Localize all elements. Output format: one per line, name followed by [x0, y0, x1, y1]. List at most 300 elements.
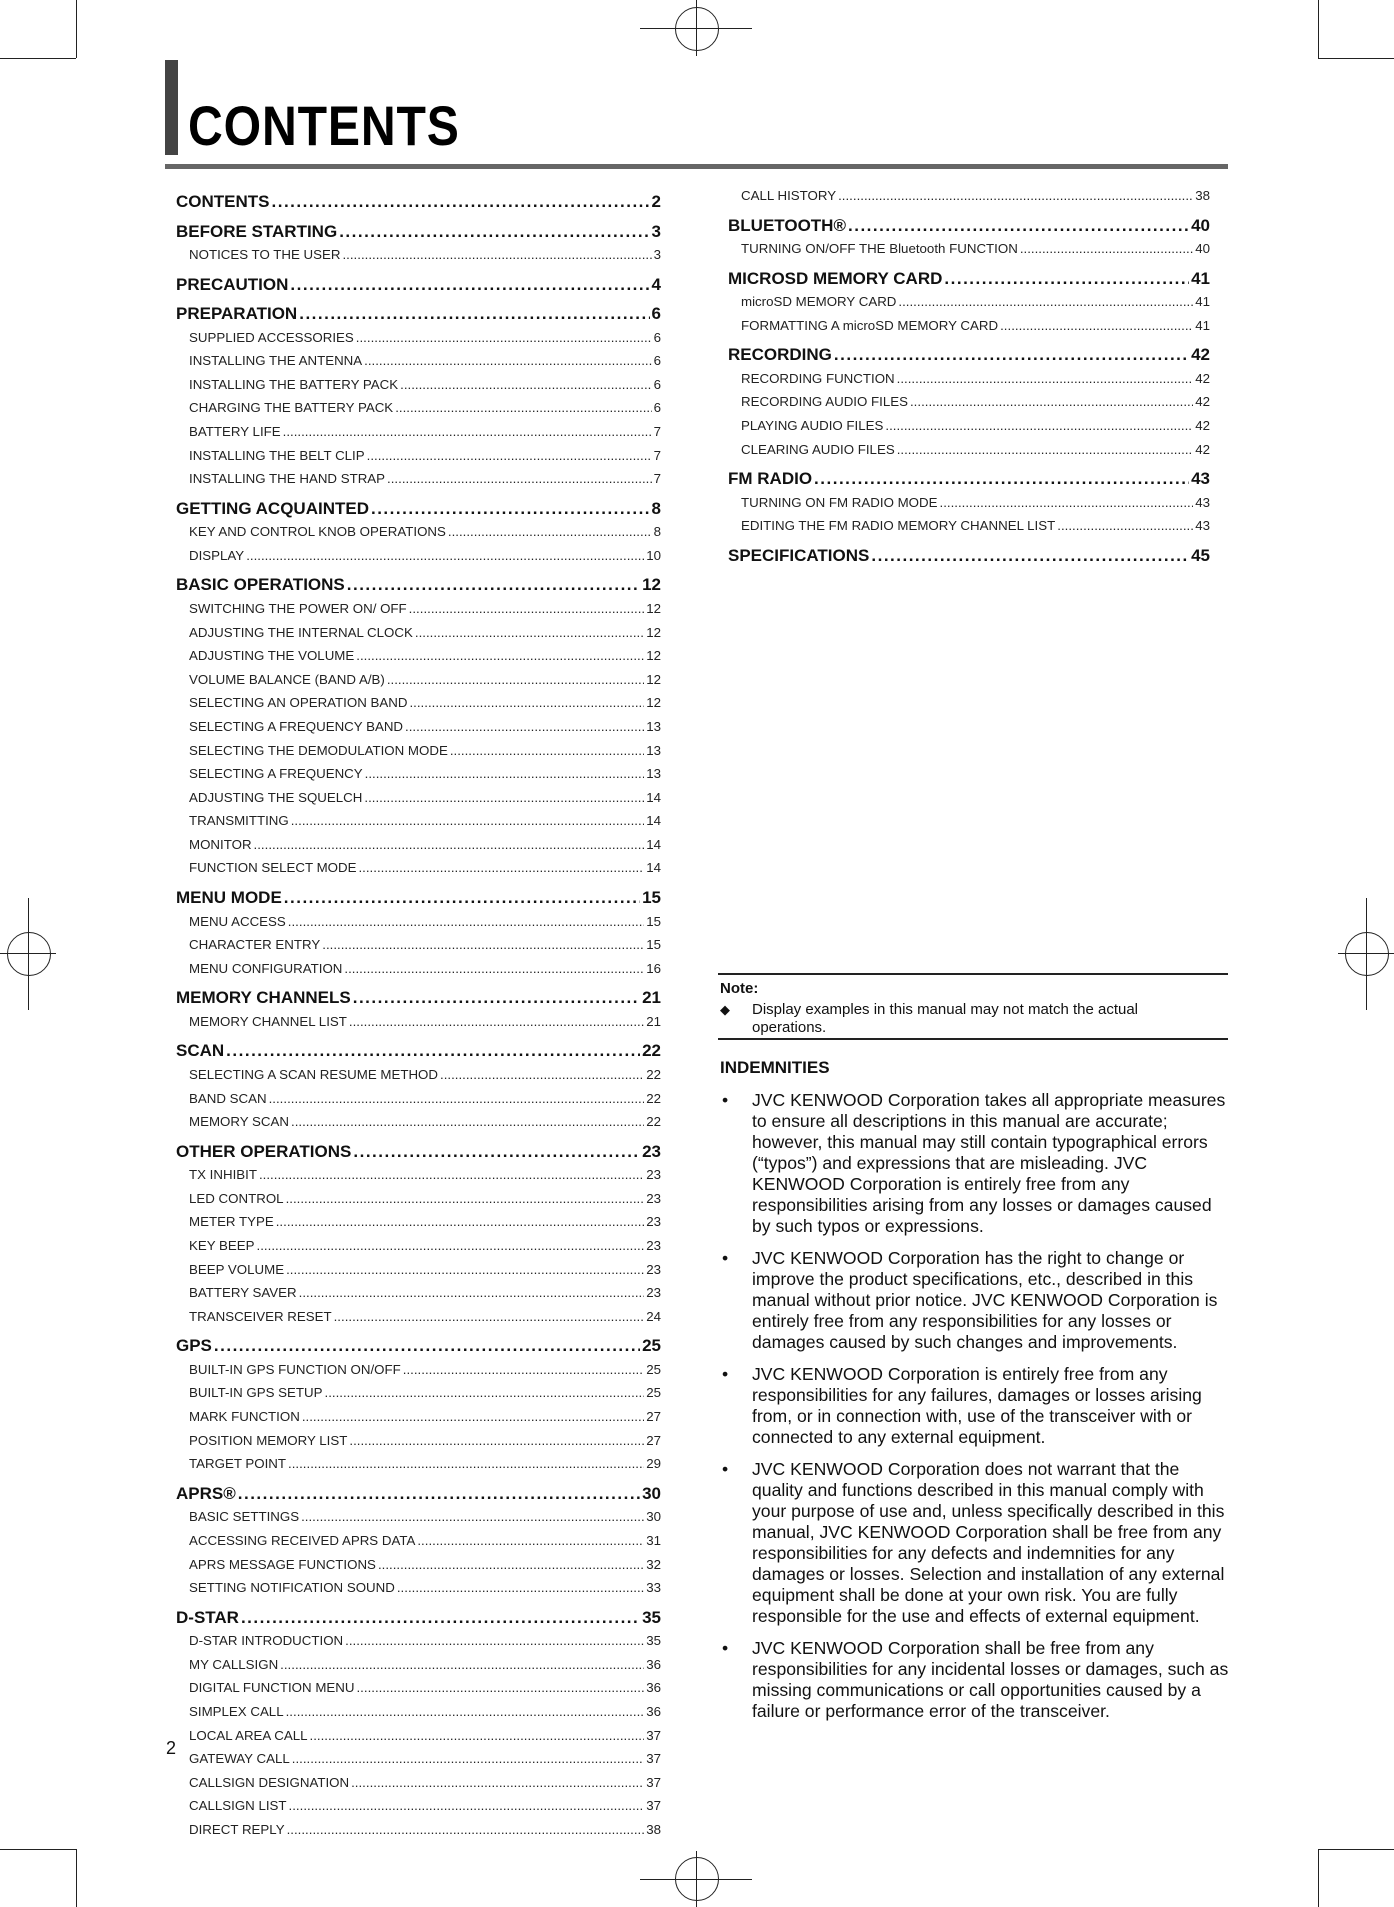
toc-subsection-entry[interactable] [728, 442, 1210, 466]
toc-entry-label: BAND SCAN [189, 1090, 267, 1106]
toc-entry-page: 35 [642, 1607, 661, 1627]
crop-mark [0, 58, 76, 59]
toc-leader-dots [283, 424, 652, 439]
toc-subsection-entry[interactable] [728, 394, 1210, 418]
toc-leader-dots [351, 1775, 644, 1790]
toc-leader-dots [440, 1067, 644, 1082]
toc-section-entry[interactable] [176, 1037, 661, 1067]
toc-entry-page: 27 [646, 1432, 661, 1448]
note-label: Note: [720, 980, 759, 997]
toc-entry-page: 41 [1191, 268, 1210, 288]
list-item [720, 1638, 1230, 1722]
toc-section-entry[interactable] [728, 212, 1210, 242]
toc-leader-dots [339, 222, 649, 242]
toc-subsection-entry[interactable] [176, 1167, 661, 1191]
toc-leader-dots [409, 601, 645, 616]
toc-entry-label: SIMPLEX CALL [189, 1704, 284, 1719]
toc-subsection-entry[interactable] [176, 1262, 661, 1286]
toc-subsection-entry[interactable] [176, 1456, 661, 1480]
toc-entry-label: SETTING NOTIFICATION SOUND [189, 1580, 395, 1596]
toc-subsection-entry[interactable] [176, 860, 661, 884]
list-item-text: JVC KENWOOD Corporation does not warrant that the quality and functions described in this manual comply with your purpose of use and, unless specifically described in this manual, JVC KENWOOD Corporation shall be free from any responsibilities for any defects and indemnities for any damages or losses. Selection and installation of any external equipment shall be done at your own risk. You are fully responsible for the use and effects of external equipment. [752, 1459, 1225, 1626]
toc-section-entry[interactable] [176, 495, 661, 525]
toc-subsection-entry[interactable] [176, 625, 661, 649]
toc-subsection-entry[interactable] [176, 1309, 661, 1333]
toc-subsection-entry[interactable] [176, 1704, 661, 1728]
toc-entry-label: SELECTING A FREQUENCY BAND [189, 718, 404, 734]
toc-entry-page: 15 [646, 937, 661, 953]
toc-leader-dots [897, 442, 1194, 457]
toc-entry-page: 8 [651, 498, 661, 518]
toc-entry-label: CALLSIGN DESIGNATION [189, 1774, 350, 1790]
toc-entry-label: BUILT-IN GPS SETUP [189, 1385, 323, 1401]
registration-circle-top [675, 7, 719, 51]
toc-entry-page: 43 [1195, 494, 1210, 510]
toc-entry-label: MONITOR [189, 836, 252, 852]
page-number: 2 [166, 1738, 177, 1758]
toc-subsection-entry[interactable] [176, 1633, 661, 1657]
toc-leader-dots [898, 294, 1193, 309]
toc-subsection-entry[interactable] [176, 743, 661, 767]
toc-entry-page: 14 [646, 789, 661, 805]
toc-entry-page: 23 [646, 1238, 661, 1253]
toc-leader-dots [353, 988, 640, 1008]
list-item-text: JVC KENWOOD Corporation has the right to change or improve the product specifications, etc., described in this manual without prior notice. JVC KENWOOD Corporation is entirely free from any responsibilities for any losses or damages caused by such changes and improvements. [752, 1248, 1218, 1352]
note-text: Display examples in this manual may not match the actual operations. [752, 1001, 1139, 1036]
toc-subsection-entry[interactable] [176, 471, 661, 495]
toc-entry-label: SUPPLIED ACCESSORIES [189, 329, 354, 345]
toc-entry-page: 21 [642, 988, 661, 1008]
toc-leader-dots [940, 495, 1194, 510]
toc-leader-dots [415, 625, 644, 640]
toc-leader-dots [365, 766, 645, 781]
toc-entry-label: BATTERY SAVER [189, 1285, 297, 1301]
toc-entry-page: 2 [651, 192, 661, 211]
toc-subsection-entry[interactable] [176, 1114, 661, 1138]
diamond-icon: ◆ [720, 1002, 730, 1017]
toc-subsection-entry[interactable] [176, 1751, 661, 1775]
list-item-text: JVC KENWOOD Corporation takes all appropriate measures to ensure all descriptions in this manual are accurate; however, this manual may still contain typographical errors (“typos”) and expressions that are misleading. JVC KENWOOD Corporation is entirely free from any responsibilities arising from any losses or damages caused by such typos or expressions. [752, 1090, 1226, 1236]
toc-subsection-entry[interactable] [176, 400, 661, 424]
toc-entry-label: NOTICES TO THE USER [189, 247, 341, 262]
toc-entry-page: 23 [646, 1261, 661, 1277]
toc-leader-dots [450, 743, 644, 758]
toc-leader-dots [387, 672, 644, 687]
toc-subsection-entry[interactable] [176, 1657, 661, 1681]
toc-subsection-entry[interactable] [176, 1557, 661, 1581]
toc-entry-page: 38 [1195, 188, 1210, 203]
toc-left-column [176, 188, 661, 1846]
toc-leader-dots [353, 1142, 640, 1162]
toc-entry-label: GPS [176, 1336, 212, 1356]
toc-entry-label: VOLUME BALANCE (BAND A/B) [189, 671, 385, 687]
toc-entry-label: KEY BEEP [189, 1238, 255, 1253]
toc-entry-label: DISPLAY [189, 547, 245, 563]
toc-entry-label: INSTALLING THE BATTERY PACK [189, 376, 399, 392]
crop-mark [1318, 58, 1394, 59]
toc-subsection-entry[interactable] [176, 719, 661, 743]
toc-leader-dots [288, 1456, 644, 1471]
toc-entry-page: 41 [1195, 294, 1210, 310]
toc-entry-label: SCAN [176, 1041, 225, 1061]
toc-entry-page: 27 [646, 1409, 661, 1425]
toc-entry-page: 37 [646, 1751, 661, 1767]
toc-entry-label: TRANSCEIVER RESET [189, 1308, 332, 1324]
toc-section-entry[interactable] [176, 1480, 661, 1510]
toc-subsection-entry[interactable] [176, 424, 661, 448]
toc-entry-page: 14 [646, 813, 661, 829]
toc-leader-dots [885, 418, 1193, 433]
toc-entry-label: METER TYPE [189, 1214, 274, 1230]
toc-leader-dots [214, 1336, 640, 1356]
toc-section-entry[interactable] [176, 1604, 661, 1634]
toc-entry-label: RECORDING FUNCTION [741, 370, 895, 386]
bullet-icon: • [722, 1090, 729, 1110]
toc-subsection-entry[interactable] [176, 548, 661, 572]
toc-entry-page: 43 [1191, 469, 1210, 489]
toc-leader-dots [259, 1167, 644, 1182]
toc-entry-label: SWITCHING THE POWER ON/ OFF [189, 600, 407, 616]
toc-right-column [728, 188, 1210, 571]
toc-leader-dots [299, 1285, 645, 1300]
bullet-icon: • [722, 1638, 729, 1658]
toc-subsection-entry[interactable] [176, 672, 661, 696]
toc-entry-page: 25 [646, 1361, 661, 1377]
toc-leader-dots [280, 1657, 644, 1672]
list-item [720, 1459, 1230, 1627]
list-item-text: JVC KENWOOD Corporation is entirely free from any responsibilities for any failures, damages or losses arising from, or in connection with, use of the transceiver with or connected to any external equipment. [752, 1364, 1202, 1447]
bullet-icon: • [722, 1364, 729, 1384]
toc-entry-page: 42 [1195, 370, 1210, 386]
toc-subsection-entry[interactable] [176, 766, 661, 790]
toc-entry-label: FUNCTION SELECT MODE [189, 860, 357, 876]
toc-subsection-entry[interactable] [176, 1067, 661, 1091]
toc-leader-dots [814, 469, 1189, 489]
toc-leader-dots [448, 524, 652, 539]
toc-entry-label: ACCESSING RECEIVED APRS DATA [189, 1532, 416, 1548]
toc-section-entry[interactable] [176, 188, 661, 218]
toc-entry-page: 6 [653, 400, 661, 416]
toc-leader-dots [910, 394, 1193, 409]
toc-entry-label: PLAYING AUDIO FILES [741, 418, 884, 434]
toc-subsection-entry[interactable] [176, 353, 661, 377]
list-item [720, 1248, 1230, 1353]
toc-section-entry[interactable] [176, 571, 661, 601]
toc-entry-page: 7 [653, 447, 661, 463]
toc-leader-dots [838, 188, 1193, 203]
toc-entry-page: 13 [646, 718, 661, 734]
toc-entry-page: 6 [653, 376, 661, 392]
toc-subsection-entry[interactable] [176, 377, 661, 401]
toc-entry-page: 23 [642, 1141, 661, 1161]
toc-subsection-entry[interactable] [176, 1798, 661, 1822]
toc-leader-dots [246, 548, 644, 563]
toc-subsection-entry[interactable] [176, 937, 661, 961]
toc-leader-dots [291, 1114, 644, 1129]
toc-subsection-entry[interactable] [176, 448, 661, 472]
toc-entry-label: BLUETOOTH® [728, 215, 846, 235]
toc-entry-label: SELECTING THE DEMODULATION MODE [189, 742, 448, 758]
toc-section-entry[interactable] [728, 341, 1210, 371]
toc-leader-dots [387, 471, 652, 486]
toc-leader-dots [356, 1680, 644, 1695]
toc-subsection-entry[interactable] [176, 1285, 661, 1309]
toc-leader-dots [345, 1633, 644, 1648]
toc-entry-label: DIGITAL FUNCTION MENU [189, 1680, 355, 1696]
toc-subsection-entry[interactable] [176, 330, 661, 354]
registration-circle-right [1345, 932, 1389, 976]
toc-subsection-entry[interactable] [176, 524, 661, 548]
toc-leader-dots [310, 1728, 645, 1743]
toc-entry-page: 32 [646, 1556, 661, 1572]
toc-entry-page: 42 [1191, 345, 1210, 365]
toc-entry-label: GETTING ACQUAINTED [176, 498, 369, 518]
note-top-rule [718, 973, 1228, 975]
toc-entry-label: MENU CONFIGURATION [189, 960, 343, 976]
toc-entry-page: 15 [646, 913, 661, 929]
toc-entry-page: 33 [646, 1580, 661, 1596]
toc-entry-page: 42 [1195, 394, 1210, 410]
crop-mark [76, 1849, 77, 1907]
toc-leader-dots [347, 575, 640, 595]
toc-subsection-entry[interactable] [176, 790, 661, 814]
registration-circle-left [7, 932, 51, 976]
toc-entry-label: BEEP VOLUME [189, 1261, 285, 1277]
toc-entry-page: 13 [646, 766, 661, 782]
toc-subsection-entry[interactable] [728, 241, 1210, 265]
toc-entry-label: MY CALLSIGN [189, 1656, 279, 1672]
toc-entry-page: 6 [653, 353, 661, 369]
toc-leader-dots [871, 546, 1189, 566]
indemnities-heading: INDEMNITIES [720, 1058, 830, 1077]
toc-entry-page: 23 [646, 1190, 661, 1206]
toc-entry-page: 42 [1195, 441, 1210, 457]
toc-entry-label: TURNING ON/OFF THE Bluetooth FUNCTION [741, 241, 1018, 257]
toc-leader-dots [356, 648, 644, 663]
toc-subsection-entry[interactable] [176, 1191, 661, 1215]
toc-subsection-entry[interactable] [176, 1822, 661, 1846]
toc-leader-dots [299, 304, 649, 324]
indemnities-list [720, 1090, 1230, 1733]
toc-entry-page: 12 [646, 648, 661, 664]
toc-section-entry[interactable] [728, 265, 1210, 295]
toc-leader-dots [291, 813, 644, 828]
toc-entry-label: ADJUSTING THE VOLUME [189, 648, 355, 664]
toc-leader-dots [848, 216, 1189, 236]
toc-entry-label: PRECAUTION [176, 274, 289, 294]
toc-entry-label: MARK FUNCTION [189, 1409, 300, 1425]
toc-subsection-entry[interactable] [176, 1091, 661, 1115]
toc-section-entry[interactable] [176, 1138, 661, 1168]
toc-entry-page: 12 [646, 695, 661, 711]
toc-entry-label: BUILT-IN GPS FUNCTION ON/OFF [189, 1361, 401, 1377]
toc-subsection-entry[interactable] [728, 418, 1210, 442]
toc-entry-page: 6 [653, 329, 661, 345]
toc-entry-label: TURNING ON FM RADIO MODE [741, 494, 938, 510]
toc-entry-label: SELECTING A FREQUENCY [189, 766, 363, 782]
toc-leader-dots [1020, 241, 1193, 256]
toc-leader-dots [254, 837, 645, 852]
toc-entry-label: D-STAR [176, 1607, 239, 1627]
toc-leader-dots [292, 1751, 644, 1766]
toc-entry-page: 14 [646, 860, 661, 876]
toc-subsection-entry[interactable] [176, 1680, 661, 1704]
toc-subsection-entry[interactable] [176, 601, 661, 625]
toc-subsection-entry[interactable] [176, 247, 661, 271]
toc-entry-label: APRS® [176, 1483, 236, 1503]
toc-entry-page: 21 [646, 1013, 661, 1029]
toc-entry-page: 12 [646, 671, 661, 687]
toc-entry-label: MEMORY SCAN [189, 1114, 289, 1130]
toc-entry-label: LED CONTROL [189, 1190, 284, 1206]
title-rule [165, 164, 1228, 169]
toc-entry-label: SPECIFICATIONS [728, 545, 870, 565]
toc-leader-dots [287, 1822, 645, 1837]
toc-entry-label: ADJUSTING THE INTERNAL CLOCK [189, 624, 413, 640]
toc-entry-label: TX INHIBIT [189, 1167, 257, 1183]
toc-leader-dots [286, 1262, 644, 1277]
toc-leader-dots [834, 345, 1189, 365]
toc-entry-page: 22 [642, 1041, 661, 1061]
toc-leader-dots [325, 1385, 645, 1400]
toc-leader-dots [349, 1014, 644, 1029]
toc-leader-dots [367, 448, 652, 463]
toc-entry-page: 22 [646, 1114, 661, 1130]
toc-entry-label: RECORDING AUDIO FILES [741, 394, 908, 410]
toc-leader-dots [257, 1238, 645, 1253]
toc-entry-label: CHARACTER ENTRY [189, 937, 321, 953]
toc-leader-dots [1000, 318, 1193, 333]
toc-section-entry[interactable] [176, 1332, 661, 1362]
toc-leader-dots [378, 1557, 644, 1572]
toc-leader-dots [1057, 518, 1193, 533]
crop-mark [76, 0, 77, 58]
toc-subsection-entry[interactable] [176, 1533, 661, 1557]
toc-subsection-entry[interactable] [728, 495, 1210, 519]
toc-section-entry[interactable] [176, 884, 661, 914]
toc-subsection-entry[interactable] [176, 1409, 661, 1433]
toc-entry-label: CONTENTS [176, 192, 270, 211]
page-title: CONTENTS [188, 94, 460, 157]
toc-entry-label: INSTALLING THE ANTENNA [189, 353, 363, 369]
toc-subsection-entry[interactable] [176, 1580, 661, 1604]
toc-leader-dots [276, 1214, 644, 1229]
toc-subsection-entry[interactable] [728, 188, 1210, 212]
toc-subsection-entry[interactable] [728, 294, 1210, 318]
toc-entry-label: DIRECT REPLY [189, 1821, 285, 1837]
toc-subsection-entry[interactable] [176, 914, 661, 938]
toc-entry-label: GATEWAY CALL [189, 1751, 290, 1767]
toc-subsection-entry[interactable] [728, 371, 1210, 395]
toc-leader-dots [322, 937, 644, 952]
list-item [720, 1364, 1230, 1448]
toc-entry-page: 30 [646, 1509, 661, 1525]
toc-leader-dots [344, 961, 644, 976]
toc-entry-page: 16 [646, 960, 661, 976]
toc-leader-dots [288, 914, 644, 929]
toc-subsection-entry[interactable] [176, 1385, 661, 1409]
toc-entry-page: 25 [642, 1336, 661, 1356]
toc-subsection-entry[interactable] [176, 1362, 661, 1386]
toc-section-entry[interactable] [176, 271, 661, 301]
bullet-icon: • [722, 1459, 729, 1479]
toc-leader-dots [397, 1580, 644, 1595]
toc-entry-page: 37 [646, 1727, 661, 1743]
toc-subsection-entry[interactable] [176, 1014, 661, 1038]
toc-entry-label: TARGET POINT [189, 1456, 287, 1472]
toc-entry-label: BEFORE STARTING [176, 221, 338, 241]
toc-leader-dots [286, 1704, 645, 1719]
toc-entry-label: MENU ACCESS [189, 913, 286, 929]
toc-entry-page: 12 [646, 624, 661, 640]
list-item [720, 1090, 1230, 1237]
toc-subsection-entry[interactable] [176, 1238, 661, 1262]
toc-entry-page: 4 [651, 274, 661, 294]
toc-entry-label: BASIC SETTINGS [189, 1509, 300, 1525]
toc-subsection-entry[interactable] [176, 837, 661, 861]
note-bottom-rule [718, 1038, 1228, 1040]
toc-entry-page: 36 [646, 1704, 661, 1719]
toc-entry-label: CALLSIGN LIST [189, 1798, 287, 1814]
toc-leader-dots [356, 330, 652, 345]
toc-entry-page: 24 [646, 1308, 661, 1324]
toc-entry-label: RECORDING [728, 345, 832, 365]
toc-entry-label: APRS MESSAGE FUNCTIONS [189, 1556, 376, 1572]
toc-entry-page: 15 [642, 888, 661, 908]
toc-entry-page: 23 [646, 1214, 661, 1230]
toc-section-entry[interactable] [176, 300, 661, 330]
toc-entry-page: 22 [646, 1066, 661, 1082]
toc-entry-page: 10 [646, 547, 661, 563]
toc-entry-label: KEY AND CONTROL KNOB OPERATIONS [189, 524, 446, 540]
toc-leader-dots [286, 1191, 645, 1206]
toc-entry-page: 23 [646, 1285, 661, 1301]
registration-circle-bottom [675, 1857, 719, 1901]
toc-subsection-entry[interactable] [176, 813, 661, 837]
toc-section-entry[interactable] [728, 465, 1210, 495]
toc-entry-label: BASIC OPERATIONS [176, 575, 345, 595]
toc-entry-page: 7 [653, 423, 661, 439]
toc-subsection-entry[interactable] [176, 648, 661, 672]
toc-entry-page: 43 [1195, 518, 1210, 534]
toc-leader-dots [409, 695, 644, 710]
toc-entry-page: 25 [646, 1385, 661, 1401]
toc-subsection-entry[interactable] [176, 1214, 661, 1238]
toc-leader-dots [364, 353, 651, 368]
toc-subsection-entry[interactable] [176, 1728, 661, 1752]
toc-subsection-entry[interactable] [728, 518, 1210, 542]
toc-subsection-entry[interactable] [176, 1433, 661, 1457]
toc-leader-dots [364, 790, 644, 805]
toc-entry-page: 42 [1195, 418, 1210, 434]
toc-section-entry[interactable] [176, 218, 661, 248]
toc-leader-dots [358, 860, 644, 875]
toc-entry-label: PREPARATION [176, 304, 298, 324]
toc-subsection-entry[interactable] [176, 695, 661, 719]
toc-subsection-entry[interactable] [176, 1509, 661, 1533]
toc-section-entry[interactable] [728, 542, 1210, 572]
list-item-text: JVC KENWOOD Corporation shall be free from any responsibilities for any incidental losses or damages, such as missing communications or call opportunities caused by a failure or performance error of the transceiver. [752, 1638, 1229, 1721]
title-accent-bar [165, 60, 178, 155]
toc-subsection-entry[interactable] [176, 1775, 661, 1799]
toc-entry-page: 36 [646, 1656, 661, 1672]
toc-leader-dots [302, 1409, 644, 1424]
toc-section-entry[interactable] [176, 984, 661, 1014]
toc-leader-dots [342, 247, 651, 262]
toc-subsection-entry[interactable] [728, 318, 1210, 342]
toc-entry-page: 12 [642, 575, 661, 595]
toc-subsection-entry[interactable] [176, 961, 661, 985]
